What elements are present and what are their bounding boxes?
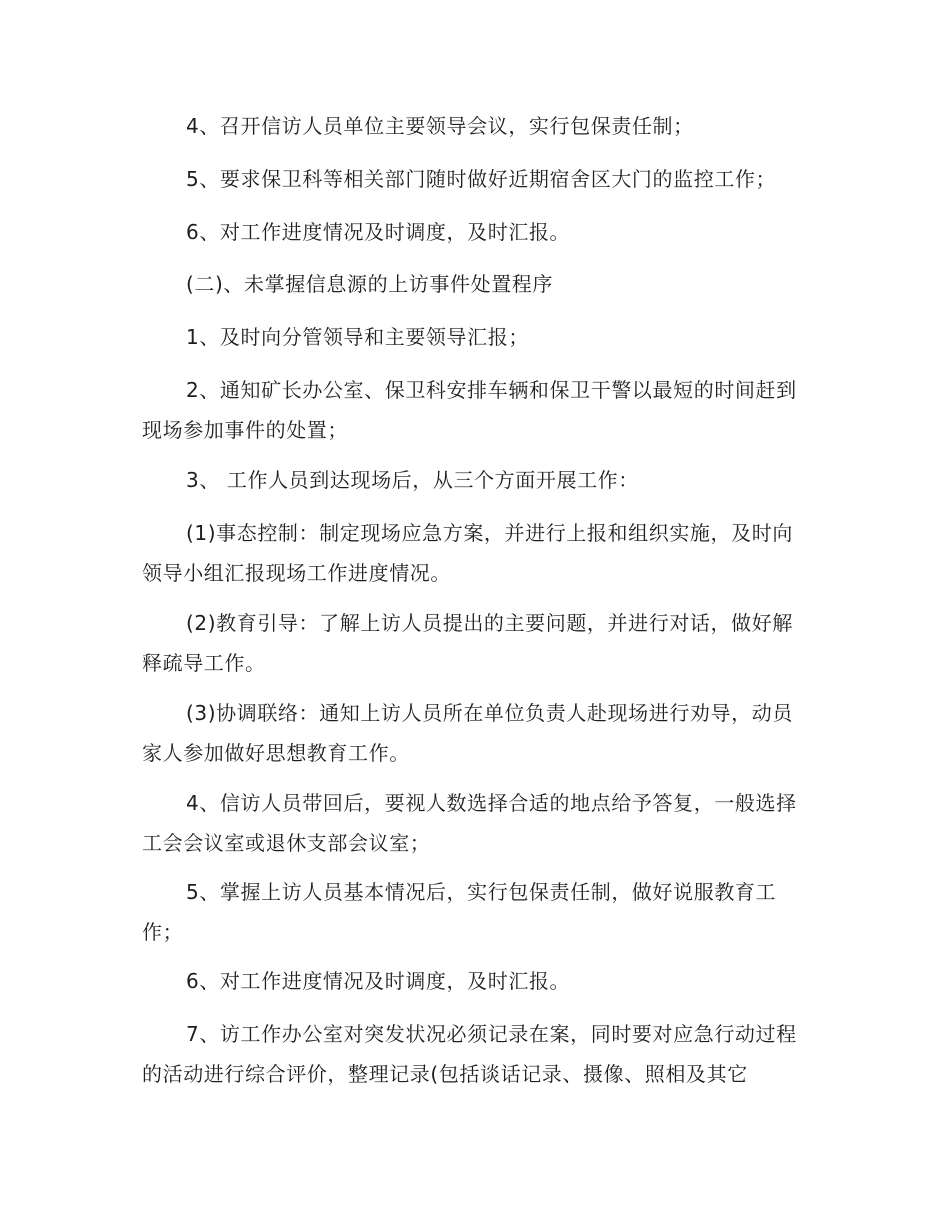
paragraph-step-3: 3、 工作人员到达现场后，从三个方面开展工作： (186, 468, 639, 492)
paragraph-step-5: 5、掌握上访人员基本情况后，实行包保责任制，做好说服教育工作； (142, 880, 777, 944)
paragraph-substep-3: (3)协调联络：通知上访人员所在单位负责人赴现场进行劝导，动员家人参加做好思想教育工作。 (142, 701, 793, 765)
paragraph-step-6: 6、对工作进度情况及时调度，及时汇报。 (186, 969, 571, 993)
paragraph-step-7: 7、访工作办公室对突发状况必须记录在案，同时要对应急行动过程的活动进行综合评价，整理记录(包括谈话记录、摄像、照相及其它 (142, 1022, 797, 1086)
paragraph-step-1: 1、及时向分管领导和主要领导汇报； (186, 325, 529, 349)
paragraph-step-4: 4、信访人员带回后，要视人数选择合适的地点给予答复，一般选择工会会议室或退休支部会议室； (142, 791, 797, 855)
paragraph-item-4-meeting: 4、召开信访人员单位主要领导会议，实行包保责任制； (186, 114, 694, 138)
paragraph-step-2: 2、通知矿长办公室、保卫科安排车辆和保卫干警以最短的时间赶到现场参加事件的处置； (142, 378, 797, 442)
section-heading-2: (二)、未掌握信息源的上访事件处置程序 (186, 272, 554, 296)
paragraph-substep-2: (2)教育引导：了解上访人员提出的主要问题，并进行对话，做好解释疏导工作。 (142, 611, 793, 675)
paragraph-item-5-monitoring: 5、要求保卫科等相关部门随时做好近期宿舍区大门的监控工作； (186, 167, 777, 191)
paragraph-substep-1: (1)事态控制：制定现场应急方案，并进行上报和组织实施，及时向领导小组汇报现场工作进度情况。 (142, 521, 793, 585)
paragraph-item-6-report: 6、对工作进度情况及时调度，及时汇报。 (186, 220, 571, 244)
